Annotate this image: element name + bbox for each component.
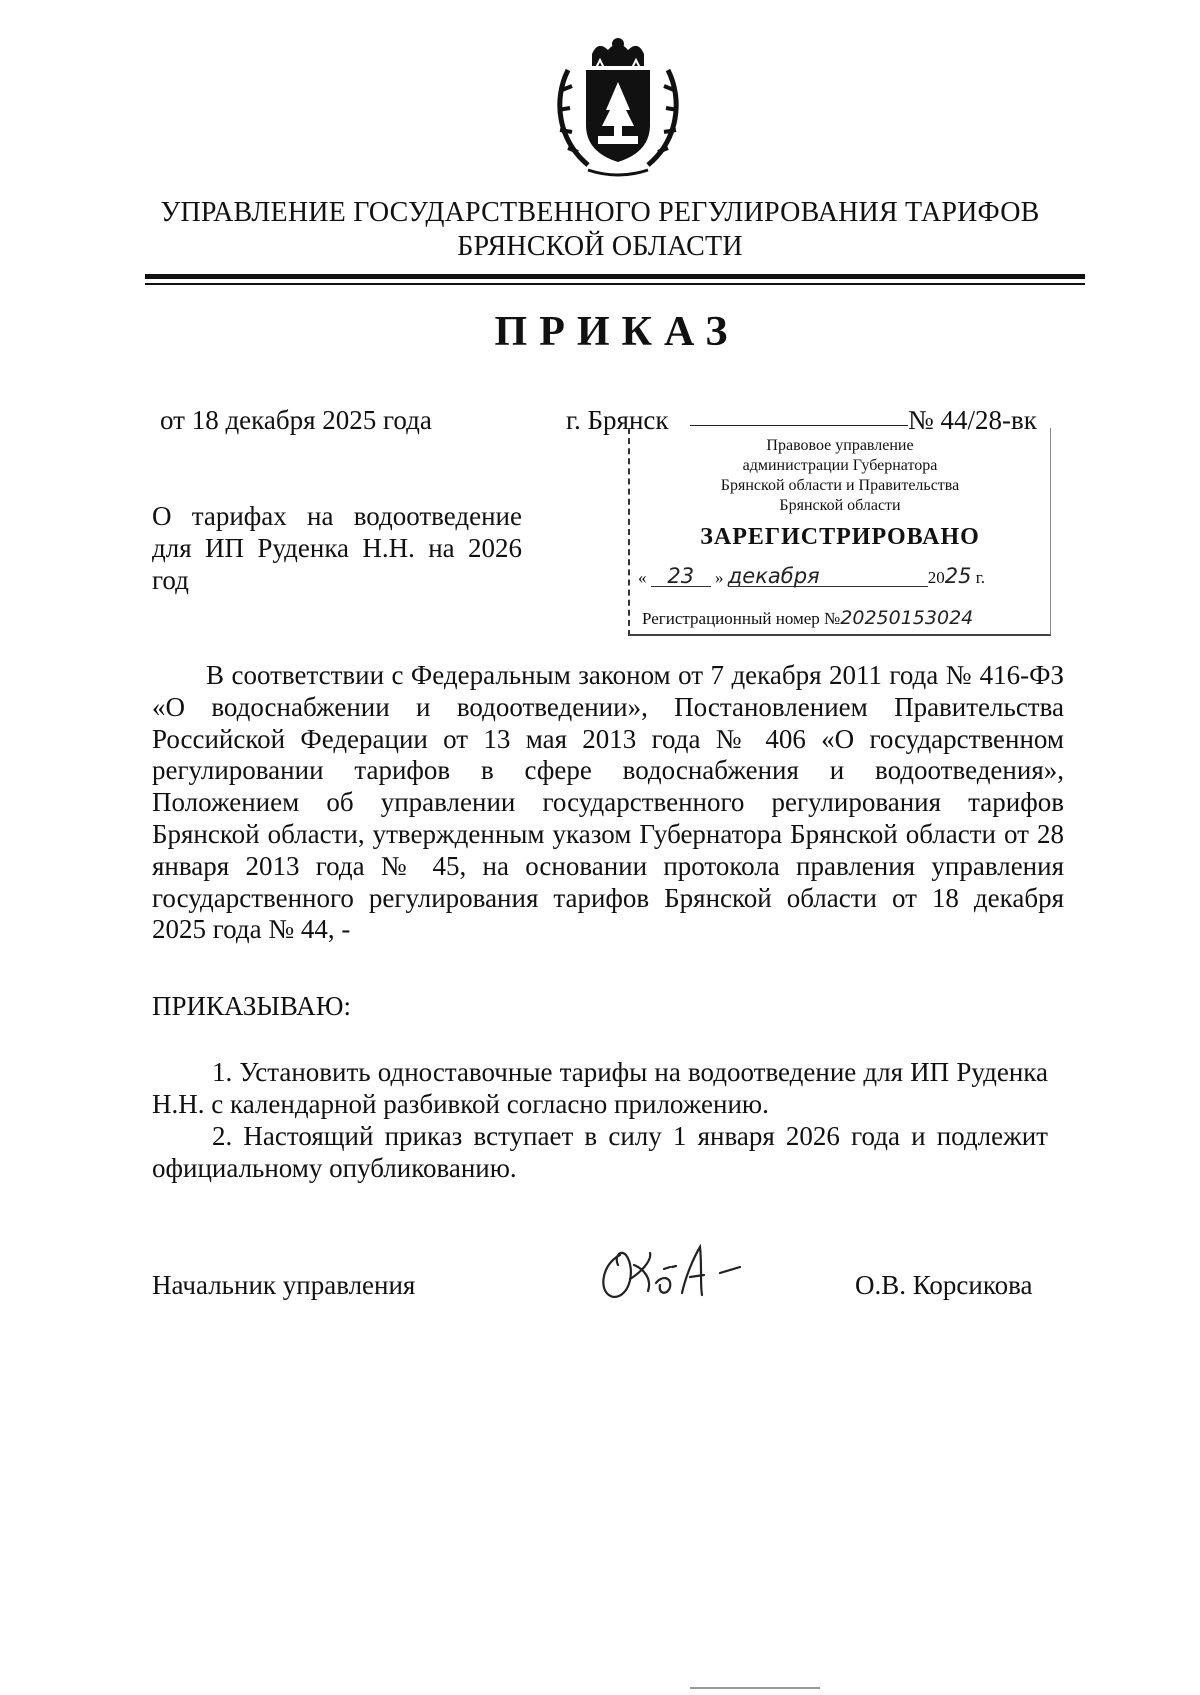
stamp-regnum-line bbox=[642, 608, 973, 629]
header-divider-thick bbox=[145, 274, 1085, 279]
signatory-name: О.В. Корсикова bbox=[855, 1270, 1033, 1300]
organization-name-line2: БРЯНСКОЙ ОБЛАСТИ bbox=[457, 231, 743, 262]
subject-line3: год bbox=[152, 565, 189, 595]
stamp-line3: Брянской области и Правительства bbox=[720, 477, 960, 494]
preamble-paragraph: В соответствии с Федеральным законом от 7 декабря 2011 года № 416-ФЗ «О водоснабжении и водоотведении», Постановлением Правительства Российской Федерации от 13 мая 2013 года № 406 «О государственном регулировании тарифов в сфере водоснабжения и водоотведения», Положением об управлении государственного регулирования тарифов Брянской области, утвержденным указом Губернатора Брянской области от 28 января 2013 года № 45, на основании протокола правления управления государственного регулирования тарифов Брянской области от 18 декабря 2025 года № 44, - bbox=[152, 660, 1064, 945]
organization-name-line1: УПРАВЛЕНИЕ ГОСУДАРСТВЕННОГО РЕГУЛИРОВАНИЯ ТАРИФОВ bbox=[160, 197, 1040, 228]
document-subject bbox=[152, 500, 522, 596]
stamp-line2: администрации Губернатора bbox=[742, 457, 938, 474]
subject-line2: для ИП Руденка Н.Н. на 2026 bbox=[152, 533, 522, 563]
handwritten-signature bbox=[590, 1235, 770, 1315]
order-item-1: 1. Установить одноставочные тарифы на водоотведение для ИП Руденка Н.Н. с календарной разбивкой согласно приложению. bbox=[152, 1057, 1048, 1119]
document-date: от 18 декабря 2025 года bbox=[160, 405, 432, 435]
stamp-date-line: « 23 » декабря 2025 г. bbox=[638, 564, 986, 588]
stamp-month: декабря bbox=[728, 566, 928, 587]
coat-of-arms-emblem bbox=[548, 30, 688, 180]
stamp-year-unit: г. bbox=[975, 568, 986, 587]
document-number: № 44/28-вк bbox=[908, 405, 1037, 435]
document-title: ПРИКАЗ bbox=[494, 309, 740, 355]
document-city: г. Брянск bbox=[566, 405, 669, 435]
stamp-line4: Брянской области bbox=[779, 497, 901, 514]
stamp-registered-label: ЗАРЕГИСТРИРОВАНО bbox=[700, 524, 980, 550]
scan-artifact-line bbox=[690, 1687, 820, 1689]
registration-stamp bbox=[628, 428, 1051, 636]
order-item-2: 2. Настоящий приказ вступает в силу 1 января 2026 года и подлежит официальному опубликованию. bbox=[152, 1121, 1048, 1183]
number-underline bbox=[690, 425, 908, 426]
header-divider-thin bbox=[145, 283, 1085, 285]
stamp-day: 23 bbox=[651, 566, 711, 587]
subject-line1: О тарифах на водоотведение bbox=[152, 501, 522, 531]
signatory-role: Начальник управления bbox=[152, 1270, 416, 1300]
stamp-regnum-value: 20250153024 bbox=[840, 607, 974, 629]
stamp-regnum-label: Регистрационный номер № bbox=[642, 609, 841, 628]
stamp-line1: Правовое управление bbox=[766, 437, 914, 454]
order-word: ПРИКАЗЫВАЮ: bbox=[152, 991, 351, 1021]
stamp-year-prefix: 20 bbox=[927, 568, 945, 587]
stamp-year-suffix: 25 bbox=[944, 564, 972, 588]
